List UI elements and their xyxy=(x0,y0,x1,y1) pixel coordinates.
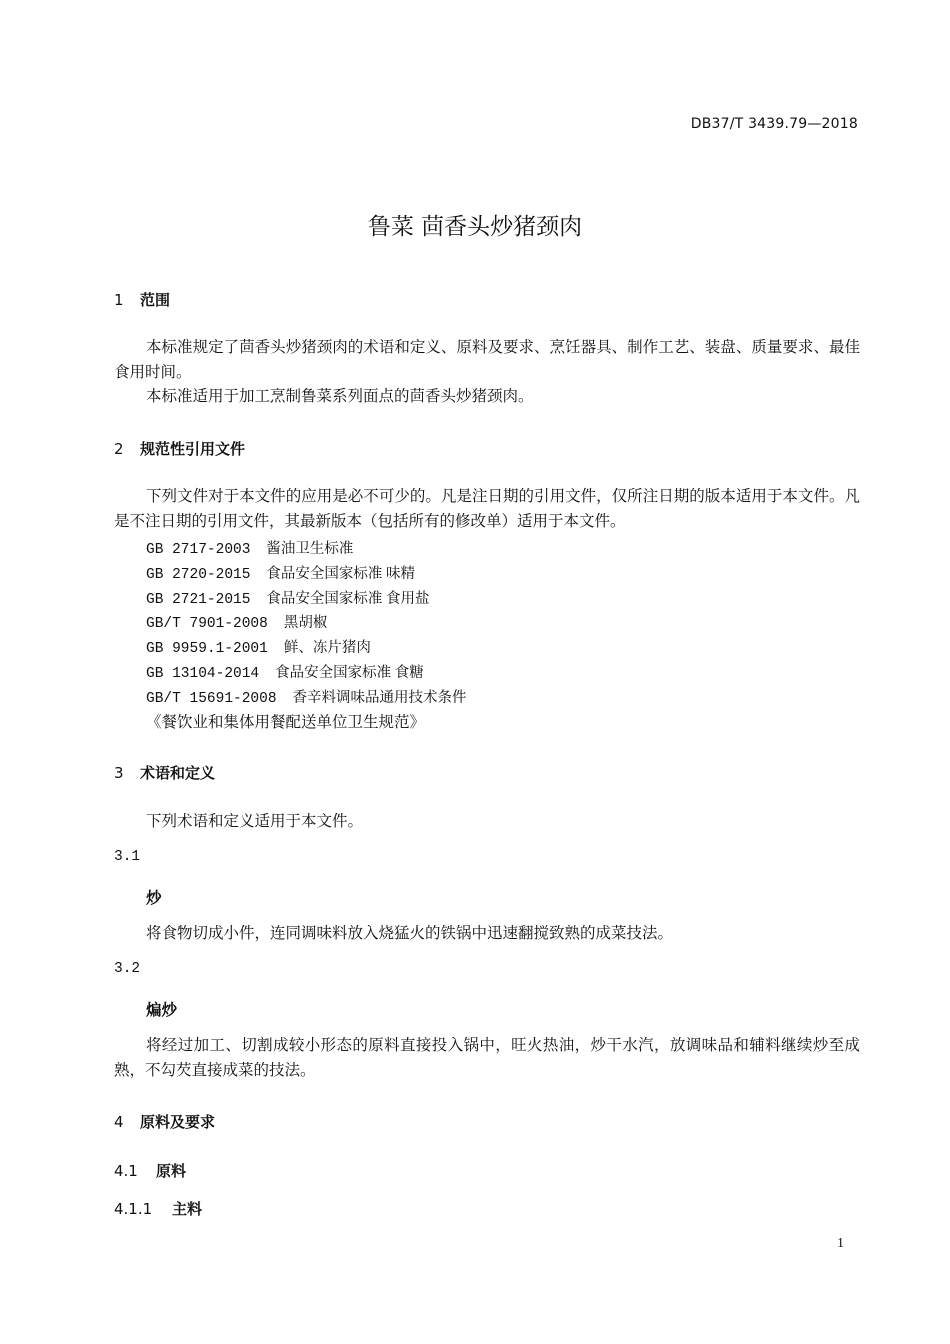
reference-code: GB/T 7901-2008 xyxy=(146,616,268,632)
section-1-heading xyxy=(114,289,170,310)
reference-item xyxy=(146,636,371,657)
section-number: 3 xyxy=(114,764,124,782)
section-title: 规范性引用文件 xyxy=(140,440,246,458)
term-number: 3.1 xyxy=(114,849,141,865)
reference-item xyxy=(146,537,353,558)
section-title: 主料 xyxy=(172,1200,203,1218)
section-3-heading xyxy=(114,762,215,783)
reference-item xyxy=(146,562,415,583)
term-name: 煸炒 xyxy=(146,1001,178,1019)
reference-code: GB 9959.1-2001 xyxy=(146,641,268,657)
page-number: 1 xyxy=(837,1236,844,1251)
section-4-1-1-heading xyxy=(114,1198,202,1219)
section-4-1-heading xyxy=(114,1160,186,1181)
section-title: 原料及要求 xyxy=(140,1113,216,1131)
section-number: 4.1 xyxy=(114,1162,138,1180)
reference-code: GB 2721-2015 xyxy=(146,592,251,608)
section-title: 范围 xyxy=(140,291,171,309)
reference-name: 食品安全国家标准 食用盐 xyxy=(266,591,430,607)
reference-item-extra: 《餐饮业和集体用餐配送单位卫生规范》 xyxy=(146,714,426,731)
section-2-heading xyxy=(114,438,245,459)
reference-item xyxy=(146,686,467,707)
reference-name: 食品安全国家标准 食糖 xyxy=(275,665,424,681)
reference-name: 香辛料调味品通用技术条件 xyxy=(292,690,467,706)
term-definition: 将食物切成小件，连同调味料放入烧猛火的铁锅中迅速翻搅致熟的成菜技法。 xyxy=(146,925,674,942)
section-number: 1 xyxy=(114,291,124,309)
section-3-intro: 下列术语和定义适用于本文件。 xyxy=(146,813,364,830)
term-number: 3.2 xyxy=(114,961,141,977)
reference-code: GB/T 15691-2008 xyxy=(146,691,277,707)
section-title: 术语和定义 xyxy=(140,764,216,782)
page-title: 鲁菜 茴香头炒猪颈肉 xyxy=(367,214,583,240)
reference-name: 鲜、冻片猪肉 xyxy=(283,640,371,656)
section-2-intro: 下列文件对于本文件的应用是必不可少的。凡是注日期的引用文件，仅所注日期的版本适用于本文件。凡是不注日期的引用文件，其最新版本（包括所有的修改单）适用于本文件。 xyxy=(114,488,860,530)
section-1-paragraph-2: 本标准适用于加工烹制鲁菜系列面点的茴香头炒猪颈肉。 xyxy=(146,388,534,405)
reference-name: 酱油卫生标准 xyxy=(266,541,354,557)
reference-code: GB 13104-2014 xyxy=(146,666,260,682)
reference-name: 黑胡椒 xyxy=(283,615,328,631)
reference-name: 食品安全国家标准 味精 xyxy=(266,566,416,582)
reference-code: GB 2717-2003 xyxy=(146,542,251,558)
reference-code: GB 2720-2015 xyxy=(146,567,251,583)
term-name: 炒 xyxy=(146,889,162,907)
section-4-heading xyxy=(114,1111,215,1132)
section-number: 4 xyxy=(114,1113,124,1131)
reference-item xyxy=(146,611,327,632)
standard-number: DB37/T 3439.79—2018 xyxy=(690,116,858,132)
section-title: 原料 xyxy=(156,1162,187,1180)
section-number: 4.1.1 xyxy=(114,1200,153,1218)
term-definition: 将经过加工、切割成较小形态的原料直接投入锅中，旺火热油，炒干水汽，放调味品和辅料继续炒至成熟，不勾芡直接成菜的技法。 xyxy=(114,1037,860,1079)
reference-item xyxy=(146,587,430,608)
section-1-paragraph-1: 本标准规定了茴香头炒猪颈肉的术语和定义、原料及要求、烹饪器具、制作工艺、装盘、质量要求、最佳食用时间。 xyxy=(114,339,860,381)
reference-item xyxy=(146,661,424,682)
section-number: 2 xyxy=(114,440,124,458)
